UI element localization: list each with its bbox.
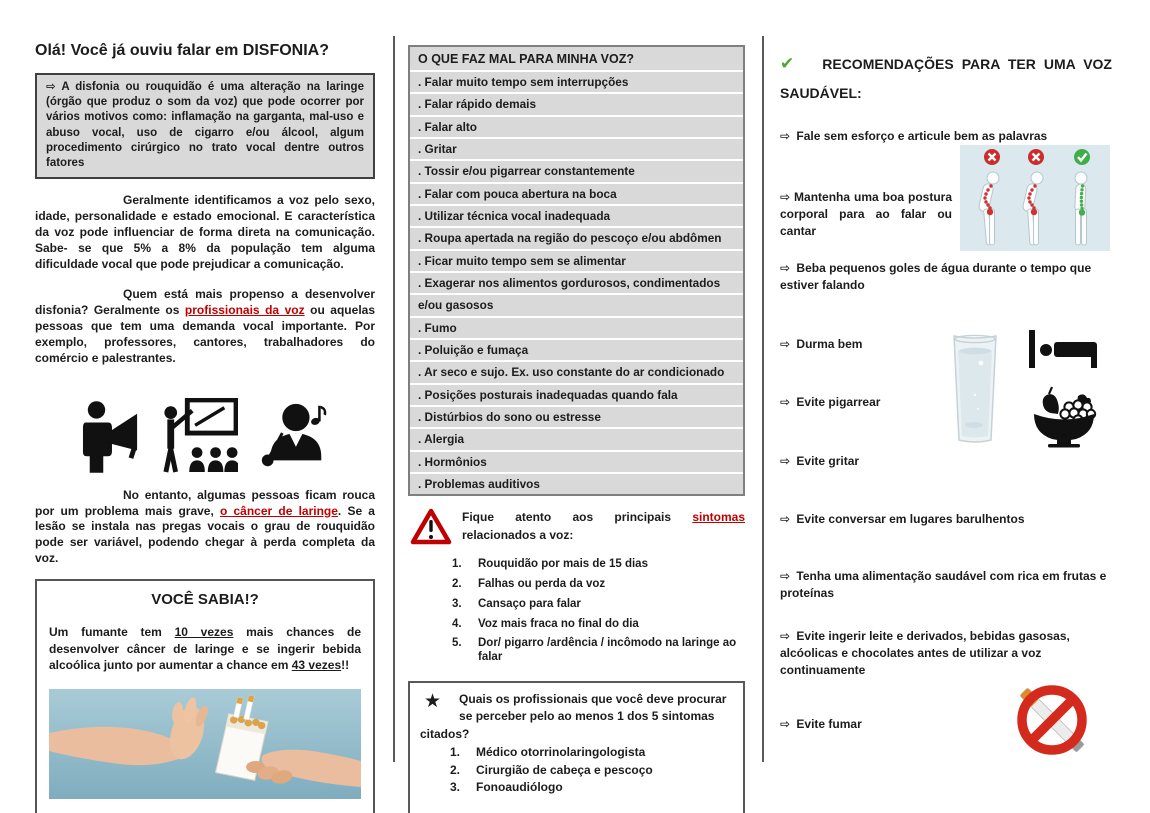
arrow-bullet-icon: ⇨ bbox=[780, 717, 791, 731]
professional-item bbox=[450, 745, 733, 759]
rec-ingerir bbox=[780, 628, 1112, 678]
highlight-profissionais-da-voz: profissionais da voz bbox=[184, 302, 305, 317]
recommendations-title-text: RECOMENDAÇÕES PARA TER UMA VOZ SAUDÁVEL: bbox=[780, 56, 1112, 102]
underline-43-vezes: 43 vezes bbox=[291, 657, 342, 672]
paragraph-text: . Se a lesão se instala nas pregas vocais o grau de rouquidão pode ser variável, podendo chegar à perda completa da voz. bbox=[35, 503, 375, 566]
professional-number: 2. bbox=[450, 762, 461, 777]
professional-item bbox=[450, 763, 733, 777]
harm-list-row: . Falar com pouca abertura na boca bbox=[410, 184, 743, 204]
symptom-item bbox=[452, 618, 745, 632]
harm-list-row: e/ou gasosos bbox=[410, 295, 743, 315]
rec-text: Evite gritar bbox=[796, 454, 860, 468]
definition-box bbox=[35, 73, 375, 179]
column-right bbox=[780, 48, 1112, 788]
rec-postura bbox=[780, 189, 952, 251]
arrow-bullet-icon: ⇨ bbox=[780, 337, 791, 351]
symptom-item bbox=[452, 558, 745, 572]
paragraph-voice-identity: Geralmente identificamos a voz pelo sexo, idade, personalidade e estado emocional. E característica da voz pode influenciar de forma direta na comunicação. Sabe- se que 5% a 8% da população tem alguma dificuldade vocal que pode prejudicar a comunicação. bbox=[35, 193, 375, 271]
harm-list-row: . Utilizar técnica vocal inadequada bbox=[410, 206, 743, 226]
rec-pigarrear bbox=[780, 394, 880, 411]
arrow-bullet-icon: ⇨ bbox=[780, 454, 791, 468]
arrow-bullet-icon: ⇨ bbox=[780, 512, 791, 526]
symptom-text: Rouquidão por mais de 15 dias bbox=[478, 558, 648, 571]
teacher-presentation-icon bbox=[160, 398, 238, 474]
warning-triangle-icon bbox=[410, 508, 452, 546]
underline-10-vezes: 10 vezes bbox=[174, 625, 234, 640]
paragraph-text: Um fumante tem bbox=[49, 625, 175, 640]
paragraph-text: ou aquelas pessoas que tem uma demanda vocal importante. Por exemplo, professores, cantores, trabalhadores do comércio e palestrantes. bbox=[35, 302, 375, 365]
rec-fale bbox=[780, 128, 1047, 145]
harm-list-row: . Alergia bbox=[410, 429, 743, 449]
arrow-bullet-icon: ⇨ bbox=[46, 81, 56, 93]
highlight-sintomas: sintomas bbox=[692, 510, 745, 525]
megaphone-person-icon bbox=[82, 398, 140, 474]
what-harms-voice-list bbox=[410, 72, 743, 494]
rec-gritar bbox=[780, 453, 859, 470]
symptoms-warning bbox=[408, 508, 745, 544]
harm-list-row: . Falar muito tempo sem interrupções bbox=[410, 72, 743, 92]
highlight-cancer-de-laringe: o câncer de laringe bbox=[219, 503, 338, 518]
arrow-bullet-icon: ⇨ bbox=[780, 261, 791, 275]
symptom-item bbox=[452, 598, 745, 612]
recommendations-title bbox=[780, 48, 1112, 107]
column-divider-left bbox=[393, 36, 395, 762]
rec-text: Durma bem bbox=[796, 337, 863, 351]
arrow-bullet-icon: ⇨ bbox=[780, 129, 791, 143]
harm-list-row: . Exagerar nos alimentos gordurosos, condimentados bbox=[410, 273, 743, 293]
harm-list-row: . Gritar bbox=[410, 139, 743, 159]
arrow-bullet-icon: ⇨ bbox=[780, 569, 791, 583]
rec-text: Mantenha uma boa postura corporal para ao falar ou cantar bbox=[780, 190, 952, 238]
warning-text: Fique atento aos principais bbox=[462, 510, 693, 525]
column-left bbox=[35, 42, 375, 813]
harm-list-row: . Poluição e fumaça bbox=[410, 340, 743, 360]
glass-of-water-image bbox=[948, 333, 1002, 445]
what-harms-voice-box bbox=[408, 45, 745, 496]
arrow-bullet-icon: ⇨ bbox=[780, 395, 791, 409]
bed-icon bbox=[1029, 330, 1097, 368]
warning-text: relacionados a voz: bbox=[462, 528, 574, 543]
harm-list-row: . Fumo bbox=[410, 318, 743, 338]
paragraph-risk-groups bbox=[35, 287, 375, 367]
symptom-text: Cansaço para falar bbox=[478, 597, 581, 610]
voice-professionals-icons bbox=[35, 382, 375, 474]
symptom-text: Dor/ pigarro /ardência / incômodo na laringe ao falar bbox=[478, 637, 737, 664]
fruit-bowl-icon bbox=[1031, 384, 1097, 448]
harm-list-row: . Falar alto bbox=[410, 117, 743, 137]
singer-music-icon bbox=[258, 398, 328, 474]
professionals-question: Quais os profissionais que você deve procurar se perceber pelo ao menos 1 dos 5 sintomas citados? bbox=[420, 692, 727, 741]
professional-text: Médico otorrinolaringologista bbox=[476, 745, 646, 760]
harm-list-row: . Hormônios bbox=[410, 452, 743, 472]
column-divider-right bbox=[762, 36, 764, 762]
harm-list-row: . Tossir e/ou pigarrear constantemente bbox=[410, 161, 743, 181]
symptom-text: Falhas ou perda da voz bbox=[478, 578, 606, 591]
paragraph-text: mais chances de desenvolver câncer de laringe e se ingerir bebida alcoólica junto por aumentar a chance em bbox=[49, 625, 361, 672]
what-harms-voice-header: O QUE FAZ MAL PARA MINHA VOZ? bbox=[410, 47, 743, 70]
rec-text: Evite pigarrear bbox=[796, 395, 881, 409]
harm-list-row: . Ar seco e sujo. Ex. uso constante do ar condicionado bbox=[410, 362, 743, 382]
harm-list-row: . Falar rápido demais bbox=[410, 94, 743, 114]
paragraph-text: No entanto, algumas pessoas ficam rouca por um problema mais grave, bbox=[35, 487, 375, 518]
star-icon: ★ bbox=[424, 691, 442, 713]
paragraph-cancer-warning bbox=[35, 488, 375, 568]
column-middle bbox=[408, 45, 745, 813]
symptom-number: 3. bbox=[452, 597, 462, 610]
rec-postura-block bbox=[780, 145, 1112, 251]
definition-text: A disfonia ou rouquidão é uma alteração na laringe (órgão que produz o som da voz) que pode ocorrer por vários motivos como: inflamação na garganta, mal-uso e abuso vocal, uso de cigarro e/ou álcool, algum procedimento cirúrgico no trato vocal dentre outros fatores bbox=[46, 81, 364, 169]
paragraph-text: !! bbox=[341, 657, 350, 672]
did-you-know-title: VOCÊ SABIA!? bbox=[151, 591, 259, 609]
harm-list-row: . Roupa apertada na região do pescoço e/ou abdômen bbox=[410, 228, 743, 248]
rec-text: Tenha uma alimentação saudável com rica em frutas e proteínas bbox=[780, 569, 1107, 600]
symptom-item bbox=[452, 637, 745, 665]
professional-number: 1. bbox=[450, 745, 461, 760]
professionals-box bbox=[408, 681, 745, 813]
symptoms-list bbox=[452, 558, 745, 665]
harm-list-row: . Posições posturais inadequadas quando fala bbox=[410, 385, 743, 405]
rec-text: Beba pequenos goles de água durante o tempo que estiver falando bbox=[780, 261, 1092, 292]
rec-beba bbox=[780, 260, 1110, 294]
did-you-know-box bbox=[35, 579, 375, 813]
symptom-number: 2. bbox=[452, 578, 462, 591]
symptom-number: 1. bbox=[452, 558, 462, 571]
arrow-bullet-icon: ⇨ bbox=[780, 190, 791, 204]
professional-item bbox=[450, 780, 733, 794]
rec-fumar bbox=[780, 716, 862, 733]
did-you-know-text bbox=[49, 624, 361, 673]
harm-list-row: . Ficar muito tempo sem se alimentar bbox=[410, 251, 743, 271]
rec-text: Evite ingerir leite e derivados, bebidas gasosas, alcóolicas e chocolates antes de utilizar a voz continuamente bbox=[780, 629, 1070, 677]
rec-alimentacao bbox=[780, 568, 1110, 602]
symptom-text: Voz mais fraca no final do dia bbox=[478, 617, 639, 630]
posture-comparison-image bbox=[960, 145, 1110, 251]
harm-list-row: . Problemas auditivos bbox=[410, 474, 743, 494]
no-smoking-icon bbox=[1008, 676, 1096, 764]
page-title: Olá! Você já ouviu falar em DISFONIA? bbox=[35, 42, 329, 59]
paragraph-text: Quem está mais propenso a desenvolver disfonia? Geralmente os bbox=[35, 286, 375, 317]
symptom-item bbox=[452, 578, 745, 592]
rec-text: Evite fumar bbox=[796, 717, 862, 731]
refusing-cigarettes-photo bbox=[49, 689, 361, 799]
check-mark-icon: ✔ bbox=[780, 54, 795, 73]
professional-number: 3. bbox=[450, 779, 461, 794]
professional-text: Fonoaudiólogo bbox=[476, 779, 563, 794]
rec-text: Evite conversar em lugares barulhentos bbox=[796, 512, 1025, 526]
rec-conversar bbox=[780, 511, 1025, 528]
rec-durma bbox=[780, 336, 862, 353]
professionals-list bbox=[450, 745, 733, 794]
rec-text: Fale sem esforço e articule bem as palavras bbox=[796, 129, 1048, 143]
professional-text: Cirurgião de cabeça e pescoço bbox=[476, 762, 653, 777]
harm-list-row: . Distúrbios do sono ou estresse bbox=[410, 407, 743, 427]
symptom-number: 5. bbox=[452, 637, 462, 650]
arrow-bullet-icon: ⇨ bbox=[780, 629, 791, 643]
symptom-number: 4. bbox=[452, 617, 462, 630]
